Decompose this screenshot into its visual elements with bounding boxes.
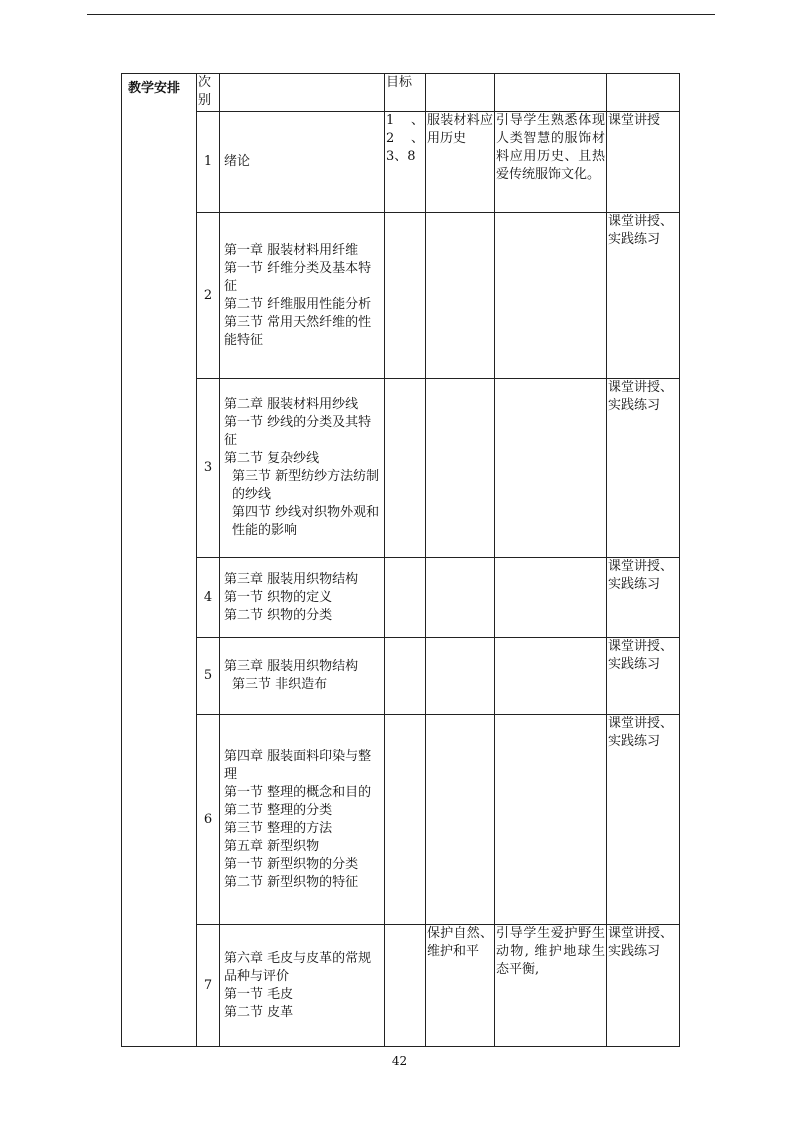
row-ideology xyxy=(426,379,495,558)
content-line: 第一节 整理的概念和目的 xyxy=(224,784,372,800)
content-line: 第三章 服装用织物结构 xyxy=(224,659,359,674)
content-line: 第一节 新型织物的分类 xyxy=(224,856,359,872)
row-number: 6 xyxy=(197,715,220,925)
row-ideology: 服装材料应用历史 xyxy=(426,112,495,213)
row-number: 4 xyxy=(197,558,220,638)
row-number: 7 xyxy=(197,925,220,1047)
row-number: 3 xyxy=(197,379,220,558)
content-line: 第一节 纱线的分类及其特征 xyxy=(224,415,372,448)
content-line: 第六章 毛皮与皮革的常规品种与评价 xyxy=(224,950,372,984)
content-line: 第二节 纤维服用性能分析 xyxy=(224,296,372,312)
page-number: 42 xyxy=(391,1054,408,1068)
teaching-schedule-table xyxy=(121,73,680,1047)
row-method: 课堂讲授、实践练习 xyxy=(607,925,680,1047)
content-line: 第一章 服装材料用纤维 xyxy=(224,242,359,258)
header-num: 次别 xyxy=(197,74,220,112)
content-line: 第五章 新型织物 xyxy=(224,838,320,854)
content-line: 第四节 纱线对织物外观和性能的影响 xyxy=(232,505,380,538)
row-guidance xyxy=(495,638,607,715)
row-guidance: 引导学生爱护野生动物, 维护地球生态平衡, xyxy=(495,925,607,1047)
row-ideology xyxy=(426,558,495,638)
content-line: 第二节 皮革 xyxy=(224,1004,294,1020)
side-label: 教学安排 xyxy=(122,74,197,1047)
content-line: 第二节 织物的分类 xyxy=(224,607,333,623)
table-row xyxy=(122,213,680,379)
table-row xyxy=(122,112,680,213)
row-target xyxy=(385,638,426,715)
row-content xyxy=(220,379,385,558)
row-guidance xyxy=(495,213,607,379)
row-ideology xyxy=(426,213,495,379)
content-line: 第二节 复杂纱线 xyxy=(224,451,320,466)
content-line: 绪论 xyxy=(224,154,251,169)
content-line: 第二节 整理的分类 xyxy=(224,802,333,818)
row-method: 课堂讲授、实践练习 xyxy=(607,558,680,638)
row-guidance xyxy=(495,715,607,925)
content-line: 第一节 织物的定义 xyxy=(224,589,333,605)
row-content xyxy=(220,112,385,213)
table-row xyxy=(122,379,680,558)
content-line: 第四章 服装面料印染与整理 xyxy=(224,748,372,782)
header-content xyxy=(220,74,385,112)
content-line: 第一节 纤维分类及基本特征 xyxy=(224,260,372,294)
content-line: 第三节 整理的方法 xyxy=(224,820,333,836)
header-target: 目标 xyxy=(385,74,426,112)
row-content xyxy=(220,558,385,638)
table-header-row xyxy=(122,74,680,112)
row-ideology xyxy=(426,715,495,925)
header-rule xyxy=(87,14,715,15)
row-ideology xyxy=(426,638,495,715)
row-content xyxy=(220,715,385,925)
row-guidance xyxy=(495,558,607,638)
row-target xyxy=(385,715,426,925)
row-target: 1、2、3、8 xyxy=(385,112,426,213)
row-content xyxy=(220,925,385,1047)
row-guidance xyxy=(495,379,607,558)
header-method xyxy=(607,74,680,112)
header-guidance xyxy=(495,74,607,112)
row-method: 课堂讲授 xyxy=(607,112,680,213)
row-target xyxy=(385,558,426,638)
content-line: 第二节 新型织物的特征 xyxy=(224,874,359,890)
row-target xyxy=(385,213,426,379)
row-number: 1 xyxy=(197,112,220,213)
content-line: 第三节 新型纺纱方法纺制的纱线 xyxy=(232,469,380,502)
row-content xyxy=(220,638,385,715)
row-target xyxy=(385,925,426,1047)
table-row xyxy=(122,558,680,638)
content-line: 第一节 毛皮 xyxy=(224,986,294,1002)
row-method: 课堂讲授、实践练习 xyxy=(607,213,680,379)
content-line: 第三章 服装用织物结构 xyxy=(224,571,359,587)
content-line: 第三节 非织造布 xyxy=(232,677,328,692)
row-number: 5 xyxy=(197,638,220,715)
row-target xyxy=(385,379,426,558)
row-number: 2 xyxy=(197,213,220,379)
row-guidance: 引导学生熟悉体现人类智慧的服饰材料应用历史、且热爱传统服饰文化。 xyxy=(495,112,607,213)
header-ideology xyxy=(426,74,495,112)
content-line: 第三节 常用天然纤维的性能特征 xyxy=(224,314,372,348)
table-row xyxy=(122,638,680,715)
row-method: 课堂讲授、实践练习 xyxy=(607,715,680,925)
table-row xyxy=(122,925,680,1047)
content-line: 第二章 服装材料用纱线 xyxy=(224,397,359,412)
row-method: 课堂讲授、实践练习 xyxy=(607,379,680,558)
row-content xyxy=(220,213,385,379)
row-method: 课堂讲授、实践练习 xyxy=(607,638,680,715)
table-row xyxy=(122,715,680,925)
row-ideology: 保护自然、维护和平 xyxy=(426,925,495,1047)
